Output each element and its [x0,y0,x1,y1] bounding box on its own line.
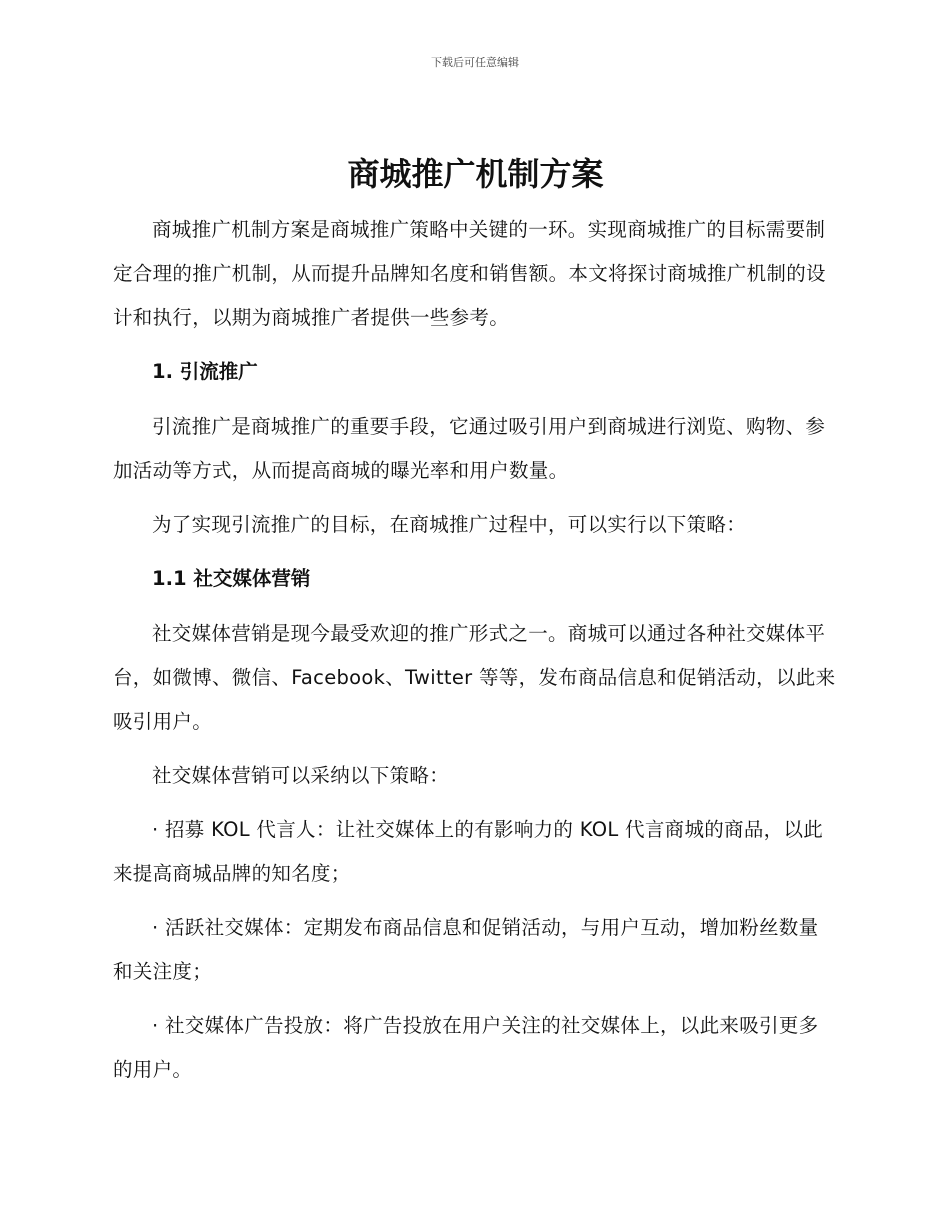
section-heading-1-1: 1.1 社交媒体营销 [152,567,311,590]
section-1-1-paragraph-2: 社交媒体营销可以采纳以下策略： [152,764,450,787]
header-note: 下载后可任意编辑 [431,56,519,69]
section-1-paragraph-2: 为了实现引流推广的目标，在商城推广过程中，可以实行以下策略： [152,513,747,536]
bullet-item: · 社交媒体广告投放：将广告投放在用户关注的社交媒体上，以此来吸引更多的用户。 [113,1014,819,1081]
page-title: 商城推广机制方案 [347,155,604,193]
section-1-paragraph-1: 引流推广是商城推广的重要手段，它通过吸引用户到商城进行浏览、购物、参加活动等方式，从而提高商城的曝光率和用户数量。 [113,415,826,482]
bullet-item: · 招募 KOL 代言人：让社交媒体上的有影响力的 KOL 代言商城的商品，以此来提高商城品牌的知名度； [113,818,824,885]
section-heading-1: 1. 引流推广 [152,360,258,383]
bullet-item: · 活跃社交媒体：定期发布商品信息和促销活动，与用户互动，增加粉丝数量和关注度； [113,916,819,983]
document-body [113,148,838,1102]
section-1-1-paragraph-1: 社交媒体营销是现今最受欢迎的推广形式之一。商城可以通过各种社交媒体平台，如微博、微信、Facebook、Twitter 等等，发布商品信息和促销活动，以此来吸引用户。 [113,622,836,733]
intro-paragraph: 商城推广机制方案是商城推广策略中关键的一环。实现商城推广的目标需要制定合理的推广机制，从而提升品牌知名度和销售额。本文将探讨商城推广机制的设计和执行，以期为商城推广者提供一些参考。 [113,218,826,329]
